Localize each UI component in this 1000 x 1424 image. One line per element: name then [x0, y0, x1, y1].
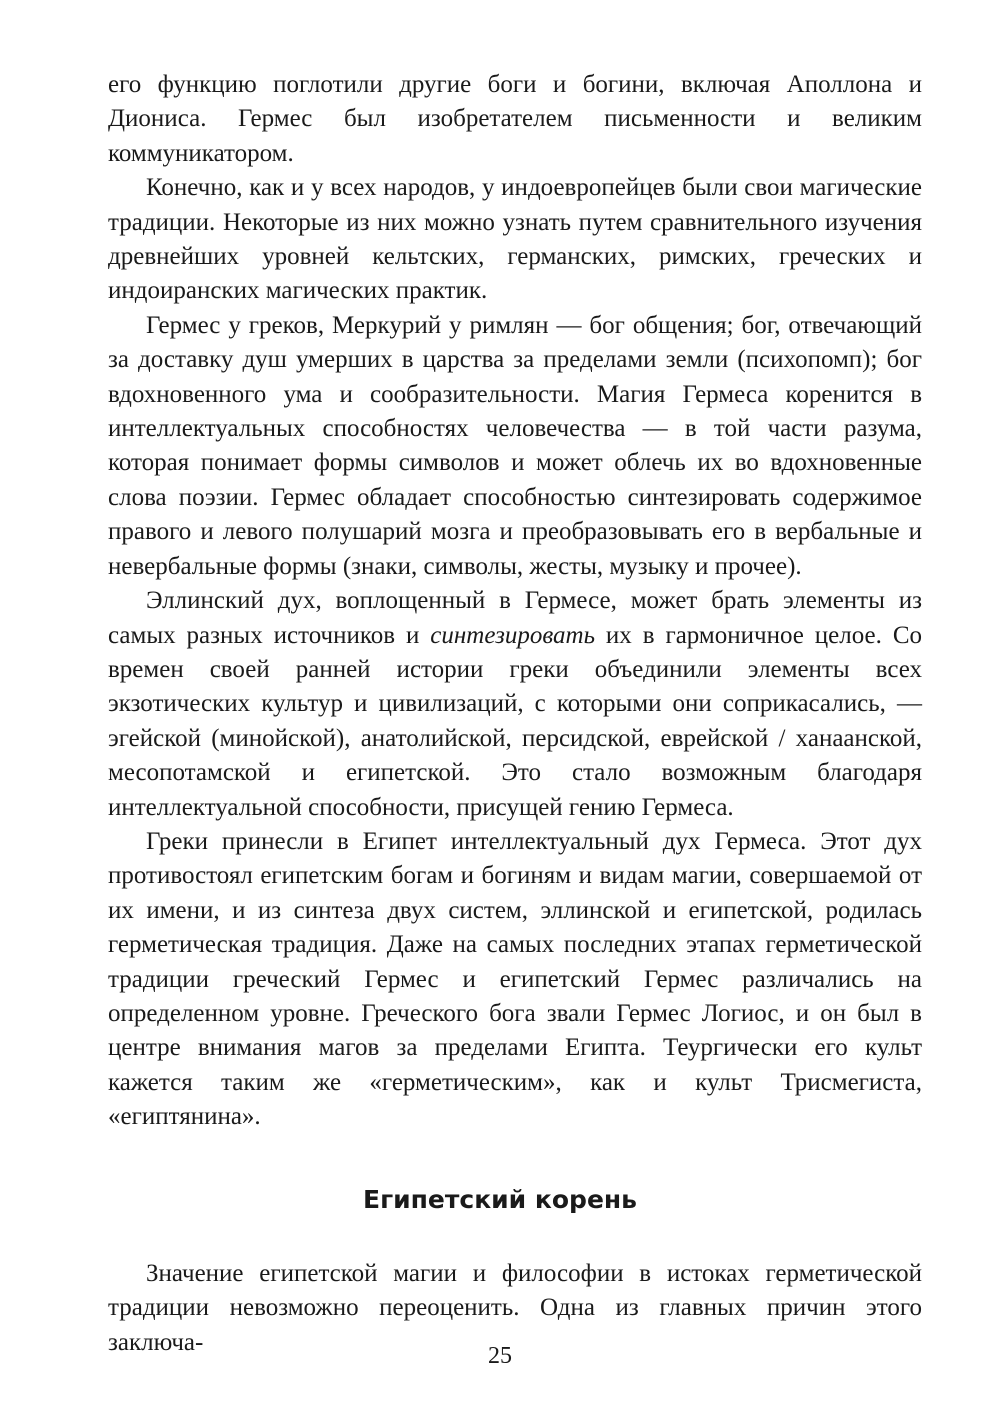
section-heading: Египетский корень: [363, 1185, 637, 1214]
paragraph-4-emphasis: синтезировать: [430, 621, 595, 649]
paragraph-2: Конечно, как и у всех народов, у индоевропейцев были свои магические традиции. Некоторые из них можно узнать путем сравнительного изучения древнейших уровней кельтских, германских, римских, греческих и индоиранских магических практик.: [108, 174, 922, 305]
paragraph-5: Греки принесли в Египет интеллектуальный дух Гермеса. Этот дух противостоял египетским богам и богиням и видам магии, совершаемой от их имени, и из синтеза двух систем, эллинской и египетской, родилась герметическая традиция. Даже на самых последних этапах герметической традиции греческий Гермес и египетский Гермес различались на определенном уровне. Греческого бога звали Гермес Логиос, и он был в центре внимания магов за пределами Египта. Теургически его культ кажется таким же «герметическим», как и культ Трисмегиста, «египтянина».: [108, 827, 922, 1131]
paragraph-4-start: Эллинский дух, воплощенный в Гермесе, может брать элементы из самых разных источников и: [108, 587, 922, 649]
body-text: [108, 68, 922, 1135]
paragraph-1: его функцию поглотили другие боги и богини, включая Аполлона и Диониса. Гермес был изобретателем письменности и великим коммуникатором.: [108, 71, 922, 167]
paragraph-4: [108, 584, 922, 825]
paragraph-4-end: их в гармоничное целое. Со времен своей ранней истории греки объединили элементы всех экзотических культур и цивилизаций, с которыми они соприкасались, — эгейской (минойской), анатолийской, персидской, еврейской / ханаанской, месопотамской и египетской. Это стало возможным благодаря интеллектуальной способности, присущей гению Гермеса.: [108, 621, 922, 821]
page-number: 25: [488, 1343, 512, 1369]
section-paragraph-1: Значение египетской магии и философии в истоках герметической традиции невозможно переоценить. Одна из главных причин этого заключа-: [108, 1260, 922, 1356]
paragraph-3: Гермес у греков, Меркурий у римлян — бог общения; бог, отвечающий за доставку душ умерших в царства за пределами земли (психопомп); бог вдохновенного ума и сообразительности. Магия Гермеса коренится в интеллектуальных способностях человечества — в той части разума, которая понимает формы символов и может облечь их во вдохновенные слова поэзии. Гермес обладает способностью синтезировать содержимое правого и левого полушарий мозга и преобразовывать его в вербальные и невербальные формы (знаки, символы, жесты, музыку и прочее).: [108, 311, 922, 580]
